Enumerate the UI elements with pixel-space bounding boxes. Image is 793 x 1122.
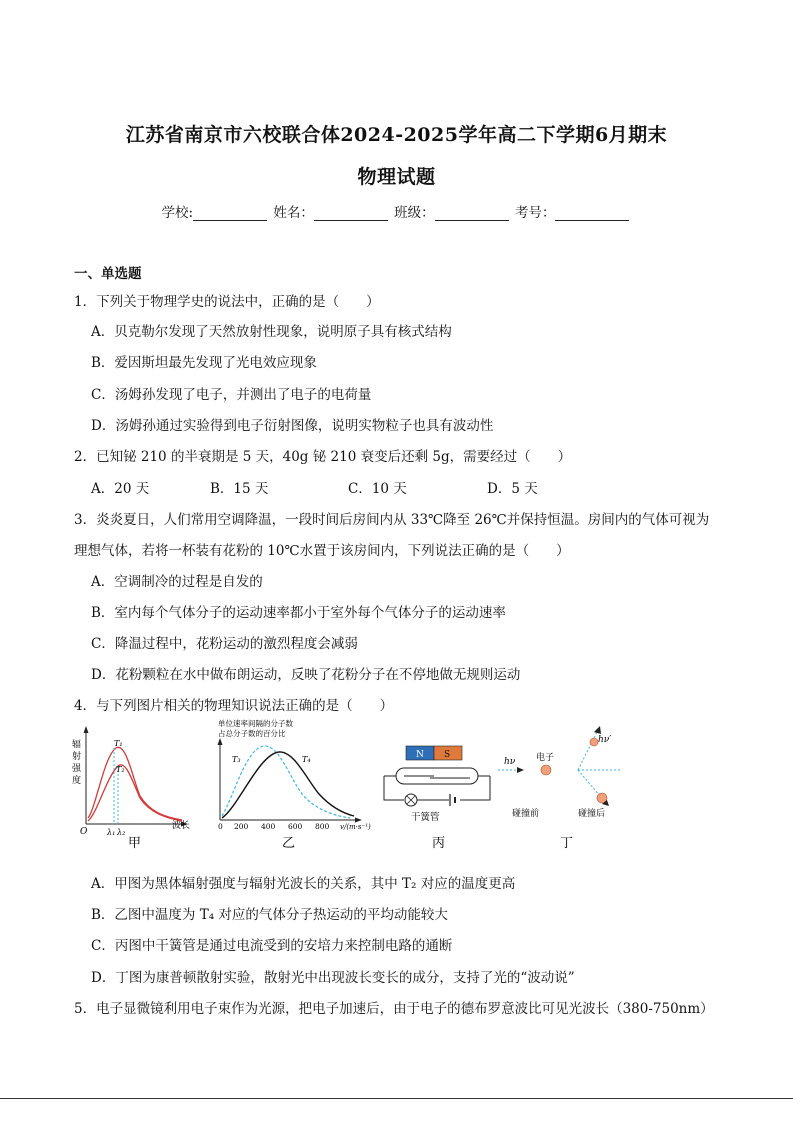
q1-option-d[interactable]: D．汤姆孙通过实验得到电子衍射图像，说明实物粒子也具有波动性	[91, 418, 494, 434]
yi-xtick-400: 400	[261, 822, 276, 831]
paper-subtitle: 物理试题	[357, 166, 436, 188]
ding-photon-in-label: hν	[504, 757, 516, 767]
ding-electron-label: 电子	[536, 753, 555, 763]
q3-option-d[interactable]: D．花粉颗粒在水中做布朗运动，反映了花粉分子在不停地做无规则运动	[91, 667, 521, 683]
jia-ylabel-4: 度	[72, 776, 82, 786]
ding-before-label: 碰撞前	[512, 809, 540, 819]
yi-x-arrow	[355, 818, 362, 823]
jia-curve-t1	[88, 747, 182, 820]
field-exam-number-blank[interactable]	[555, 206, 629, 221]
field-exam-number-label: 考号：	[514, 205, 556, 221]
figure-jia-blackbody	[72, 726, 190, 851]
jia-label-t1: T₁	[114, 739, 123, 748]
jia-label-t2: T₂	[116, 765, 125, 774]
question-1-stem: 1．下列关于物理学史的说法中，正确的是（ ）	[74, 294, 380, 310]
q1-option-a[interactable]: A．贝克勒尔发现了天然放射性现象，说明原子具有核式结构	[91, 324, 452, 340]
jia-curve-t2	[88, 765, 182, 821]
jia-caption: 甲	[128, 836, 142, 851]
q1-option-c[interactable]: C．汤姆孙发现了电子，并测出了电子的电荷量	[91, 387, 372, 403]
yi-curve-t3	[222, 746, 350, 818]
bing-label-n: N	[416, 750, 424, 760]
question-3-stem-line2: 理想气体，若将一杯装有花粉的 10℃水置于该房间内，下列说法正确的是（ ）	[74, 543, 570, 559]
ding-photon-in-arrow	[517, 767, 524, 773]
question-5-stem: 5．电子显微镜利用电子束作为光源，把电子加速后，由于电子的德布罗意波比可见光波长（380-750nm）	[74, 1001, 714, 1017]
jia-tick-lambda2: λ₂	[117, 828, 126, 837]
ding-scattered-photon-path	[578, 730, 598, 770]
bing-caption: 丙	[432, 836, 446, 851]
bing-wire-right	[460, 776, 490, 800]
yi-ylabel-2: 占总分子数的百分比	[218, 729, 286, 738]
section-heading: 一、单选题	[74, 266, 142, 282]
bing-label: 干簧管	[411, 812, 440, 823]
q2-option-c[interactable]: C．10 天	[348, 481, 407, 497]
q2-option-d[interactable]: D．5 天	[487, 481, 538, 497]
q4-option-b[interactable]: B．乙图中温度为 T₄ 对应的气体分子热运动的平均动能较大	[91, 907, 448, 923]
figure-yi-maxwell	[218, 718, 372, 851]
jia-tick-lambda1: λ₁	[107, 828, 116, 837]
student-info-row	[0, 201, 793, 221]
ding-photon-marker	[590, 738, 598, 746]
jia-ylabel-2: 射	[72, 752, 82, 762]
field-school-label: 学校:	[161, 205, 194, 221]
question-4-stem: 4．与下列图片相关的物理知识说法正确的是（ ）	[74, 698, 394, 714]
q3-option-b[interactable]: B．室内每个气体分子的运动速率都小于室外每个气体分子的运动速率	[91, 605, 506, 621]
q2-option-b[interactable]: B．15 天	[210, 481, 269, 497]
page-bottom-rule	[0, 1098, 793, 1099]
ding-scattered-photon-arrow	[594, 726, 601, 734]
figure-bing-reed-switch	[384, 746, 490, 851]
yi-caption: 乙	[282, 836, 296, 851]
ding-electron-before	[541, 765, 551, 775]
field-name-blank[interactable]	[314, 206, 388, 221]
question-4-figures	[74, 716, 634, 856]
yi-curve-t4	[222, 752, 354, 818]
field-name-label: 姓名：	[273, 205, 314, 221]
jia-origin: O	[80, 827, 88, 837]
yi-xtick-0: 0	[218, 822, 223, 831]
q3-option-a[interactable]: A．空调制冷的过程是自发的	[91, 574, 263, 590]
yi-y-arrow	[218, 738, 223, 745]
ding-recoil-path	[578, 770, 600, 796]
field-class-label: 班级：	[394, 205, 435, 221]
yi-xtick-200: 200	[234, 822, 249, 831]
q4-option-d[interactable]: D．丁图为康普顿散射实验，散射光中出现波长变长的成分，支持了光的“波动说”	[91, 970, 575, 986]
question-3-stem-line1: 3．炎炎夏日，人们常用空调降温，一段时间后房间内从 33℃降至 26℃并保持恒温。房间内的气体可视为	[74, 512, 710, 528]
paper-title: 江苏省南京市六校联合体2024-2025学年高二下学期6月期末	[125, 124, 668, 146]
jia-y-arrow	[84, 726, 89, 733]
yi-label-t4: T₄	[302, 755, 311, 764]
jia-xlabel: 波长	[172, 821, 191, 831]
yi-xlabel: v/(m·s⁻¹)	[340, 823, 371, 831]
yi-ylabel-1: 单位速率间隔的分子数	[218, 719, 293, 728]
bing-wire-left	[384, 776, 404, 800]
yi-xtick-800: 800	[315, 822, 330, 831]
yi-xtick-600: 600	[288, 822, 303, 831]
yi-label-t3: T₃	[232, 755, 241, 764]
q4-option-a[interactable]: A．甲图为黑体辐射强度与辐射光波长的关系，其中 T₂ 对应的温度更高	[91, 876, 516, 892]
q3-option-c[interactable]: C．降温过程中，花粉运动的激烈程度会减弱	[91, 636, 358, 652]
figure-ding-compton	[498, 726, 622, 851]
q1-option-b[interactable]: B．爱因斯坦最先发现了光电效应现象	[91, 355, 317, 371]
jia-ylabel-1: 辐	[72, 740, 82, 750]
field-class-blank[interactable]	[435, 206, 509, 221]
question-2-stem: 2．已知铋 210 的半衰期是 5 天，40g 铋 210 衰变后还剩 5g，需要经过（ ）	[74, 449, 572, 465]
ding-after-label: 碰撞后	[578, 809, 606, 819]
ding-photon-out-label: hν′	[598, 735, 612, 745]
q4-option-c[interactable]: C．丙图中干簧管是通过电流受到的安培力来控制电路的通断	[91, 938, 453, 954]
field-school-blank[interactable]	[193, 206, 267, 221]
ding-caption: 丁	[560, 836, 574, 851]
bing-label-s: S	[444, 750, 451, 760]
q2-option-a[interactable]: A．20 天	[91, 481, 150, 497]
jia-ylabel-3: 强	[72, 764, 82, 774]
